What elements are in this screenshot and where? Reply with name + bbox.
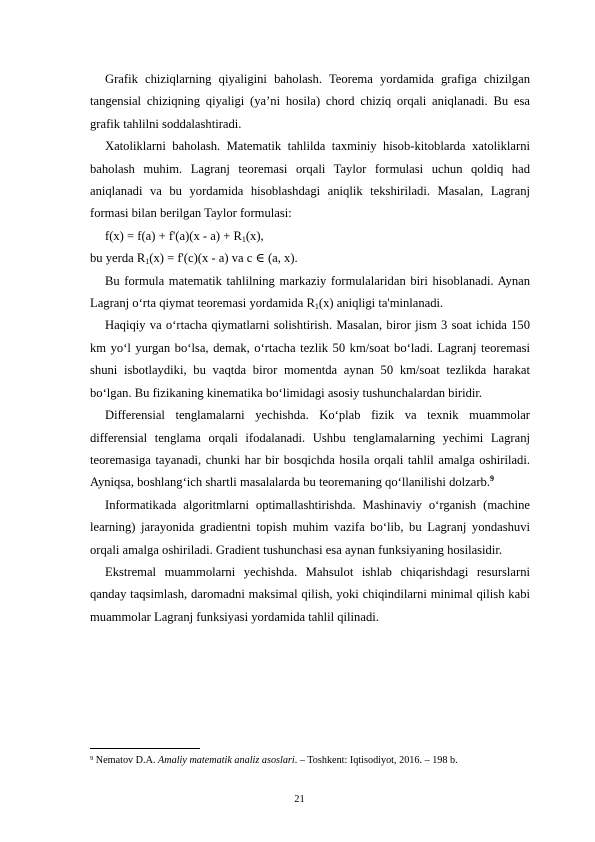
paragraph-central-formula-subscript: 1 — [314, 302, 319, 312]
paragraph-central-formula-start: Bu formula matematik tahlilning markaziy formulalaridan biri hisoblanadi. Aynan Lagranj o‘rta qiymat teoremasi yordamida R — [90, 273, 530, 311]
paragraph-differential-equations-text: Differensial tenglamalarni yechishda. Ko‘plab fizik va texnik muammolar differensial tenglama orqali ifodalanadi. Ushbu tenglamalarning yechimi Lagranj teoremasiga tayanadi, chunki har bir bosqichda hosila orqali tahlil amalga oshiriladi. Ayniqsa, boshlang‘ich shartli masalalarda bu teoremaning qo‘llanilishi dolzarb. — [90, 408, 530, 490]
formula-taylor-end: (x), — [245, 228, 264, 243]
footnote-author: Nematov D.A. — [93, 755, 159, 766]
formula-taylor-subscript: 1 — [241, 234, 246, 244]
footnote-divider — [90, 748, 200, 749]
footnote — [90, 754, 550, 767]
footnote-reference[interactable]: 9 — [490, 474, 494, 484]
paragraph-average-values: Haqiqiy va o‘rtacha qiymatlarni solishtirish. Masalan, biror jism 3 soat ichida 150 km yo‘l yurgan bo‘lsa, demak, o‘rtacha tezlik 50 km/soat bo‘ladi. Lagranj teoremasi shuni isbotlaydiki, bu vaqtda biror momentda aynan 50 km/soat tezlikda harakat bo‘lgan. Bu fizikaning kinematika bo‘limidagi asosiy tushunchalardan biridir. — [90, 318, 530, 400]
formula-taylor — [90, 225, 530, 247]
formula-remainder — [90, 247, 530, 269]
formula-remainder-end: (x) = f'(c)(x - a) va c ∈ (a, x). — [149, 251, 298, 266]
paragraph-informatics: Informatikada algoritmlarni optimallashtirishda. Mashinaviy o‘rganish (machine learning) jarayonida gradientni topish muhim vazifa bo‘lib, bu Lagranj yondashuvi orqali amalga oshiriladi. Gradient tushunchasi esa aynan funksiyaning hosilasidir. — [90, 497, 530, 557]
paragraph-central-formula — [90, 270, 530, 315]
formula-remainder-subscript: 1 — [145, 257, 150, 267]
paragraph-graph-slope: Grafik chiziqlarning qiyaligini baholash. Teorema yordamida grafiga chizilgan tangensial chiziqning qiyaligi (ya’ni hosila) chord chiziq orqali aniqlanadi. Bu esa grafik tahlilni soddalashtiradi. — [90, 72, 530, 131]
footnote-title: Amaliy matematik analiz asoslari — [158, 755, 295, 766]
formula-remainder-prefix: bu yerda R — [90, 251, 146, 266]
footnote-mark: 9 — [90, 755, 94, 762]
paragraph-extremal-problems: Ekstremal muammolarni yechishda. Mahsulot ishlab chiqarishdagi resurslarni qanday taqsimlash, daromadni maksimal qilish, yoki chiqindilarni minimal qilish kabi muammolar Lagranj funksiyasi yordamida tahlil qilinadi. — [90, 564, 530, 624]
formula-taylor-main: f(x) = f(a) + f'(a)(x - a) + R — [105, 228, 242, 243]
page-body — [90, 68, 530, 628]
footnote-publication: . – Toshkent: Iqtisodiyot, 2016. – 198 b. — [294, 755, 458, 766]
paragraph-error-estimation: Xatoliklarni baholash. Matematik tahlilda taxminiy hisob-kitoblarda xatoliklarni baholash muhim. Lagranj teoremasi orqali Taylor formulasi uchun qoldiq had aniqlanadi va bu yordamida hisoblashdagi aniqlik tekshiriladi. Masalan, Lagranj formasi bilan berilgan Taylor formulasi: — [90, 139, 530, 221]
page-number: 21 — [294, 794, 305, 805]
paragraph-differential-equations — [90, 404, 530, 494]
paragraph-central-formula-end: (x) aniqligi ta'minlanadi. — [318, 296, 444, 311]
